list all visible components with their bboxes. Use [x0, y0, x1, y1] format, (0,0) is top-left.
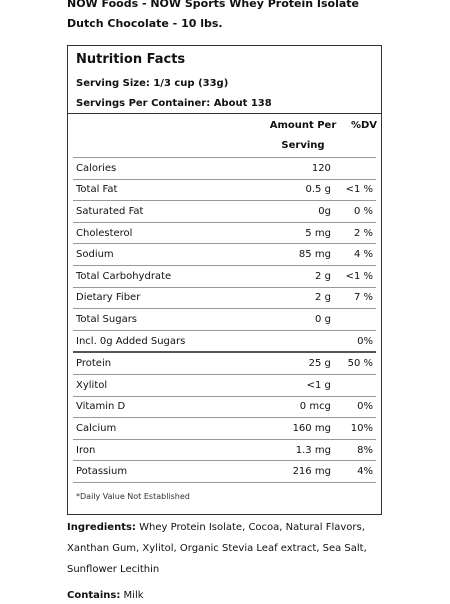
nutrient-dv: 0 %	[334, 201, 376, 223]
daily-value-footnote: *Daily Value Not Established	[76, 492, 190, 501]
nutrient-row	[73, 179, 376, 201]
nutrient-name: Total Sugars	[73, 309, 257, 331]
nutrient-name: Calories	[73, 158, 257, 180]
ingredients-text: Whey Protein Isolate, Cocoa, Natural Flavors, Xanthan Gum, Xylitol, Organic Stevia Leaf extract, Sea Salt, Sunflower Lecithin	[67, 522, 367, 575]
nutrient-amount: 0g	[257, 201, 333, 223]
nutrient-dv: 4 %	[334, 244, 376, 266]
serving-size: Serving Size: 1/3 cup (33g)	[76, 78, 229, 89]
ingredients-label: Ingredients:	[67, 522, 136, 533]
nutrient-dv	[334, 374, 376, 396]
nutrition-facts-panel	[67, 45, 382, 515]
nutrient-row	[73, 309, 376, 331]
nutrient-row	[73, 201, 376, 223]
nutrient-dv: 8%	[334, 439, 376, 461]
nutrient-row	[73, 352, 376, 374]
nutrition-table	[73, 157, 376, 483]
nutrient-dv: 7 %	[334, 287, 376, 309]
nutrient-row	[73, 374, 376, 396]
nutrition-facts-heading: Nutrition Facts	[76, 52, 186, 67]
nutrient-amount: 0 g	[257, 309, 333, 331]
nutrient-amount: 1.3 mg	[257, 439, 333, 461]
nutrient-amount: 120	[257, 158, 333, 180]
allergen-statement	[67, 588, 144, 604]
nutrient-amount: <1 g	[257, 374, 333, 396]
nutrient-row	[73, 396, 376, 418]
nutrient-amount	[257, 330, 333, 352]
nutrient-amount: 160 mg	[257, 418, 333, 440]
nutrient-amount: 25 g	[257, 352, 333, 374]
nutrient-row	[73, 418, 376, 440]
nutrient-dv: <1 %	[334, 265, 376, 287]
nutrient-dv: 0%	[334, 330, 376, 352]
nutrient-amount: 2 g	[257, 265, 333, 287]
nutrient-name: Calcium	[73, 418, 257, 440]
ingredients-statement	[67, 517, 387, 580]
nutrient-row	[73, 461, 376, 483]
nutrient-dv: 50 %	[334, 352, 376, 374]
nutrient-name: Dietary Fiber	[73, 287, 257, 309]
nutrient-amount: 216 mg	[257, 461, 333, 483]
nutrient-dv: 0%	[334, 396, 376, 418]
nutrient-amount: 85 mg	[257, 244, 333, 266]
nutrient-dv: 4%	[334, 461, 376, 483]
nutrient-name: Total Carbohydrate	[73, 265, 257, 287]
nutrient-name: Cholesterol	[73, 222, 257, 244]
nutrient-name: Vitamin D	[73, 396, 257, 418]
product-title: NOW Foods - NOW Sports Whey Protein Isolate Dutch Chocolate - 10 lbs.	[67, 0, 360, 30]
nutrient-row	[73, 158, 376, 180]
nutrient-dv: 10%	[334, 418, 376, 440]
nutrient-name: Total Fat	[73, 179, 257, 201]
daily-value-header: %DV	[350, 120, 378, 131]
amount-per-serving-header: Amount Per Serving	[269, 120, 337, 151]
nutrient-row	[73, 265, 376, 287]
nutrient-row	[73, 244, 376, 266]
nutrient-row	[73, 287, 376, 309]
nutrient-row	[73, 439, 376, 461]
nutrient-row	[73, 330, 376, 352]
nutrient-amount: 0 mcg	[257, 396, 333, 418]
contains-text: Milk	[123, 590, 144, 601]
nutrient-name: Potassium	[73, 461, 257, 483]
nutrient-dv: <1 %	[334, 179, 376, 201]
nutrient-name: Iron	[73, 439, 257, 461]
nutrient-dv: 2 %	[334, 222, 376, 244]
nutrient-name: Protein	[73, 352, 257, 374]
nutrient-name: Incl. 0g Added Sugars	[73, 330, 257, 352]
nutrient-name: Xylitol	[73, 374, 257, 396]
nutrient-name: Sodium	[73, 244, 257, 266]
nutrient-amount: 5 mg	[257, 222, 333, 244]
nutrient-amount: 2 g	[257, 287, 333, 309]
servings-per-container: Servings Per Container: About 138	[76, 98, 272, 109]
nutrient-dv	[334, 158, 376, 180]
header-divider	[68, 113, 381, 114]
nutrient-row	[73, 222, 376, 244]
nutrient-name: Saturated Fat	[73, 201, 257, 223]
contains-label: Contains:	[67, 590, 121, 601]
nutrient-amount: 0.5 g	[257, 179, 333, 201]
nutrient-dv	[334, 309, 376, 331]
